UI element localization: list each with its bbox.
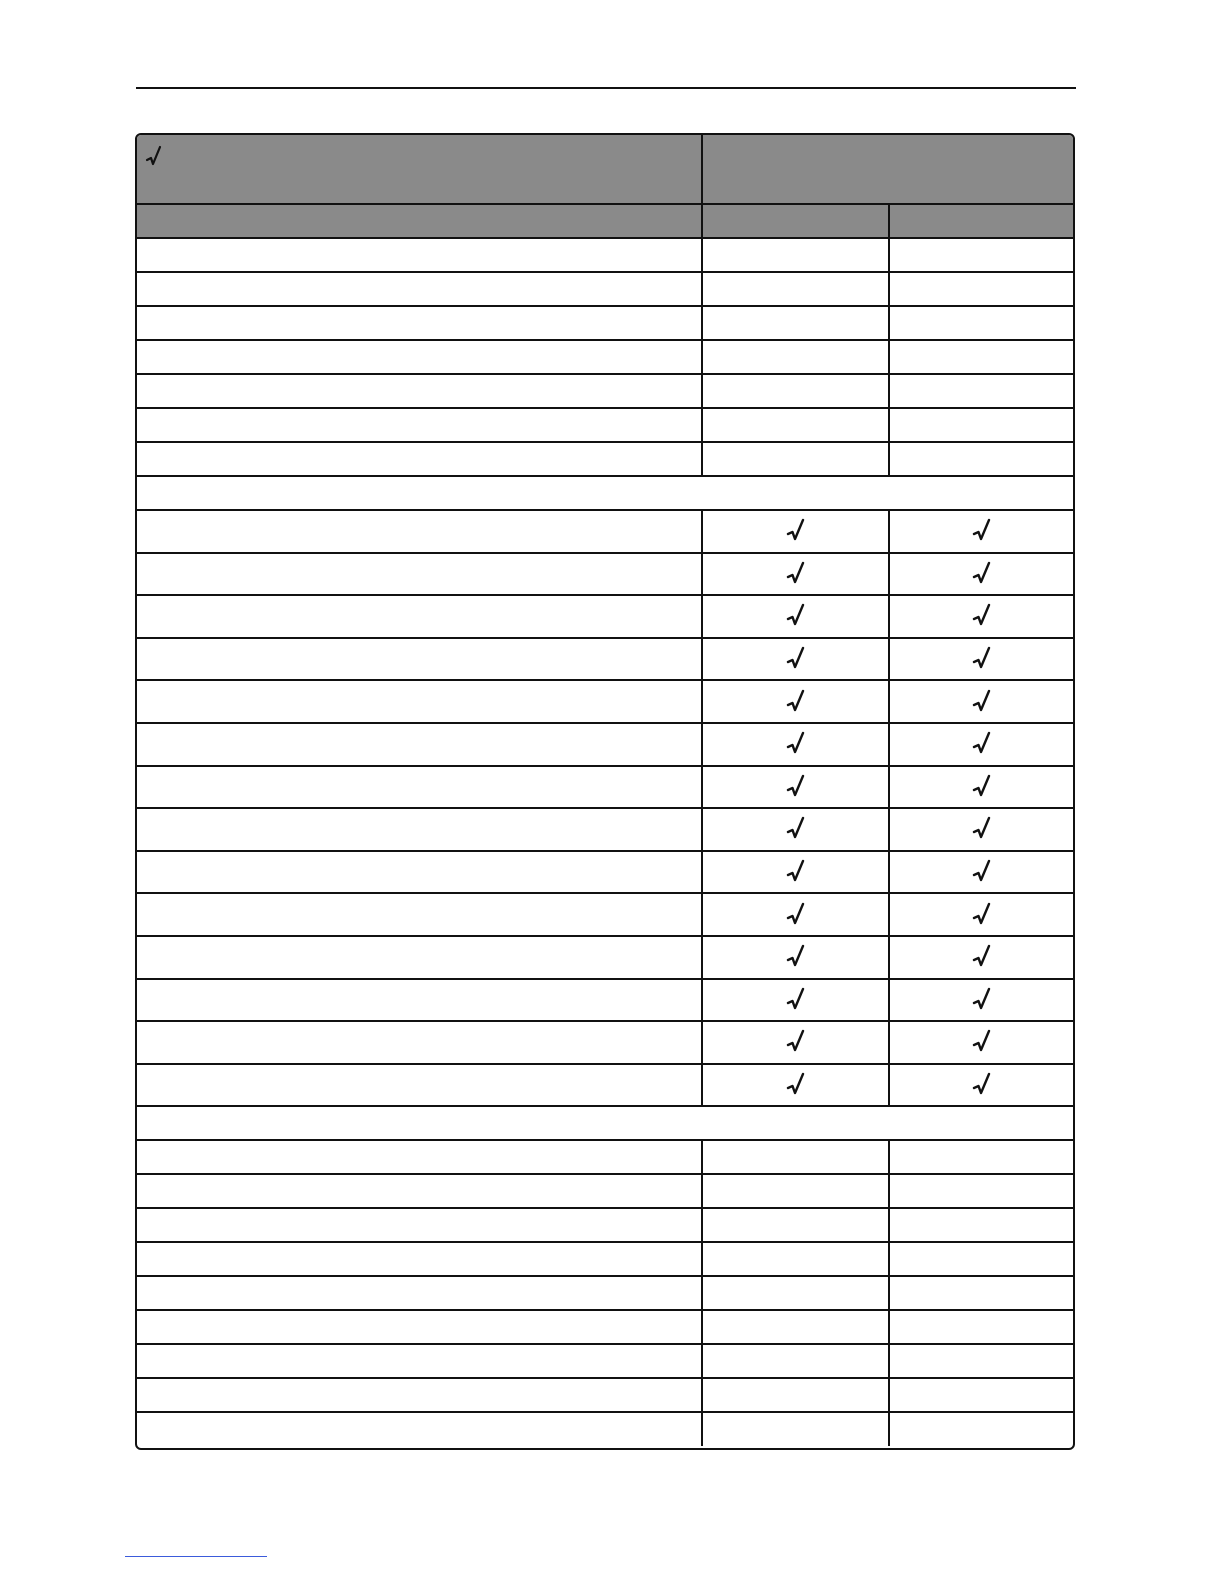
table-row — [137, 1276, 1073, 1310]
feature-cell — [137, 553, 702, 596]
model-2-cell — [889, 553, 1073, 596]
check-mark-icon — [972, 518, 992, 544]
check-mark-icon — [972, 731, 992, 757]
table-row — [137, 680, 1073, 723]
check-mark-icon — [972, 689, 992, 715]
table-row — [137, 851, 1073, 894]
model-1-cell — [702, 1344, 889, 1378]
model-2-cell — [889, 808, 1073, 851]
table-row — [137, 766, 1073, 809]
model-2-cell — [889, 680, 1073, 723]
model-1-cell — [702, 272, 889, 306]
model-1-cell — [702, 442, 889, 476]
table-row — [137, 553, 1073, 596]
check-mark-icon — [786, 561, 806, 587]
model-2-cell — [889, 408, 1073, 442]
model-1-cell — [702, 766, 889, 809]
model-1-cell — [702, 638, 889, 681]
model-2-cell — [889, 766, 1073, 809]
feature-cell — [137, 1064, 702, 1107]
column-header-model-1 — [702, 204, 889, 238]
column-header-feature — [137, 204, 702, 238]
model-1-cell — [702, 1208, 889, 1242]
check-mark-icon — [786, 859, 806, 885]
model-1-cell — [702, 1140, 889, 1174]
check-mark-icon — [786, 731, 806, 757]
model-2-cell — [889, 238, 1073, 272]
model-2-cell — [889, 1208, 1073, 1242]
model-2-cell — [889, 723, 1073, 766]
check-mark-icon — [972, 774, 992, 800]
table-row — [137, 272, 1073, 306]
table-row — [137, 936, 1073, 979]
section-cell — [137, 1106, 1073, 1140]
feature-cell — [137, 1021, 702, 1064]
feature-cell — [137, 374, 702, 408]
model-2-cell — [889, 851, 1073, 894]
model-2-cell — [889, 1064, 1073, 1107]
feature-cell — [137, 1412, 702, 1446]
section-row — [137, 476, 1073, 510]
model-1-cell — [702, 1378, 889, 1412]
footer-link-underline — [125, 1556, 267, 1557]
table-row — [137, 638, 1073, 681]
feature-cell — [137, 510, 702, 553]
feature-cell — [137, 1378, 702, 1412]
section-row — [137, 1106, 1073, 1140]
model-2-cell — [889, 1412, 1073, 1446]
feature-table — [135, 133, 1075, 1450]
check-mark-icon — [972, 1029, 992, 1055]
table-row — [137, 1412, 1073, 1446]
feature-cell — [137, 442, 702, 476]
feature-cell — [137, 1174, 702, 1208]
table-row — [137, 374, 1073, 408]
check-mark-icon — [972, 859, 992, 885]
model-2-cell — [889, 1310, 1073, 1344]
feature-cell — [137, 340, 702, 374]
model-1-cell — [702, 306, 889, 340]
model-1-cell — [702, 374, 889, 408]
model-1-cell — [702, 1242, 889, 1276]
feature-cell — [137, 1140, 702, 1174]
model-2-cell — [889, 1174, 1073, 1208]
check-mark-icon — [786, 944, 806, 970]
table-row — [137, 1344, 1073, 1378]
model-2-cell — [889, 595, 1073, 638]
feature-cell — [137, 306, 702, 340]
check-mark-icon — [786, 646, 806, 672]
model-2-cell — [889, 340, 1073, 374]
table-row — [137, 1242, 1073, 1276]
table-row — [137, 723, 1073, 766]
table-row — [137, 1021, 1073, 1064]
feature-cell — [137, 851, 702, 894]
model-1-cell — [702, 893, 889, 936]
table-row — [137, 510, 1073, 553]
feature-cell — [137, 808, 702, 851]
feature-cell — [137, 766, 702, 809]
check-mark-icon — [972, 603, 992, 629]
feature-cell — [137, 272, 702, 306]
table-row — [137, 306, 1073, 340]
check-mark-icon — [972, 1072, 992, 1098]
feature-cell — [137, 893, 702, 936]
feature-cell — [137, 638, 702, 681]
model-1-cell — [702, 680, 889, 723]
table-row — [137, 238, 1073, 272]
feature-cell — [137, 723, 702, 766]
model-2-cell — [889, 1021, 1073, 1064]
model-1-cell — [702, 1064, 889, 1107]
model-2-cell — [889, 936, 1073, 979]
model-2-cell — [889, 893, 1073, 936]
check-mark-icon — [786, 816, 806, 842]
column-header-row — [137, 204, 1073, 238]
feature-cell — [137, 680, 702, 723]
check-mark-icon — [786, 1072, 806, 1098]
legend-header-cell — [137, 135, 702, 204]
feature-cell — [137, 1242, 702, 1276]
feature-cell — [137, 936, 702, 979]
table-row — [137, 979, 1073, 1022]
model-1-cell — [702, 979, 889, 1022]
check-mark-icon — [786, 518, 806, 544]
table-row — [137, 1310, 1073, 1344]
model-2-cell — [889, 638, 1073, 681]
model-1-cell — [702, 408, 889, 442]
model-2-cell — [889, 1242, 1073, 1276]
check-mark-icon — [786, 902, 806, 928]
model-1-cell — [702, 1276, 889, 1310]
model-1-cell — [702, 1310, 889, 1344]
model-1-cell — [702, 340, 889, 374]
model-1-cell — [702, 851, 889, 894]
feature-cell — [137, 595, 702, 638]
model-2-cell — [889, 510, 1073, 553]
table-row — [137, 893, 1073, 936]
feature-cell — [137, 238, 702, 272]
check-mark-icon — [786, 689, 806, 715]
model-1-cell — [702, 936, 889, 979]
table-row — [137, 1208, 1073, 1242]
model-2-cell — [889, 1140, 1073, 1174]
model-1-cell — [702, 1021, 889, 1064]
table-row — [137, 1174, 1073, 1208]
model-1-cell — [702, 510, 889, 553]
feature-table-grid — [137, 135, 1073, 1446]
model-1-cell — [702, 1174, 889, 1208]
model-1-cell — [702, 723, 889, 766]
check-mark-icon — [972, 816, 992, 842]
legend-header-row — [137, 135, 1073, 204]
check-mark-icon — [786, 1029, 806, 1055]
feature-cell — [137, 1208, 702, 1242]
model-2-cell — [889, 1378, 1073, 1412]
model-1-cell — [702, 1412, 889, 1446]
model-2-cell — [889, 272, 1073, 306]
feature-cell — [137, 1276, 702, 1310]
column-header-model-2 — [889, 204, 1073, 238]
feature-cell — [137, 408, 702, 442]
check-mark-icon — [972, 987, 992, 1013]
check-mark-icon — [145, 145, 163, 169]
check-mark-icon — [786, 987, 806, 1013]
model-2-cell — [889, 1276, 1073, 1310]
feature-cell — [137, 1344, 702, 1378]
table-row — [137, 442, 1073, 476]
model-2-cell — [889, 1344, 1073, 1378]
check-mark-icon — [972, 561, 992, 587]
models-header-cell — [702, 135, 1073, 204]
model-1-cell — [702, 808, 889, 851]
model-1-cell — [702, 595, 889, 638]
model-2-cell — [889, 374, 1073, 408]
table-row — [137, 808, 1073, 851]
model-2-cell — [889, 442, 1073, 476]
table-row — [137, 340, 1073, 374]
table-row — [137, 1140, 1073, 1174]
check-mark-icon — [786, 774, 806, 800]
table-row — [137, 595, 1073, 638]
check-mark-icon — [972, 944, 992, 970]
header-rule — [136, 87, 1076, 89]
model-2-cell — [889, 306, 1073, 340]
check-mark-icon — [786, 603, 806, 629]
model-1-cell — [702, 238, 889, 272]
check-mark-icon — [972, 646, 992, 672]
table-row — [137, 1064, 1073, 1107]
table-row — [137, 1378, 1073, 1412]
section-cell — [137, 476, 1073, 510]
feature-cell — [137, 1310, 702, 1344]
model-2-cell — [889, 979, 1073, 1022]
feature-cell — [137, 979, 702, 1022]
model-1-cell — [702, 553, 889, 596]
check-mark-icon — [972, 902, 992, 928]
table-row — [137, 408, 1073, 442]
